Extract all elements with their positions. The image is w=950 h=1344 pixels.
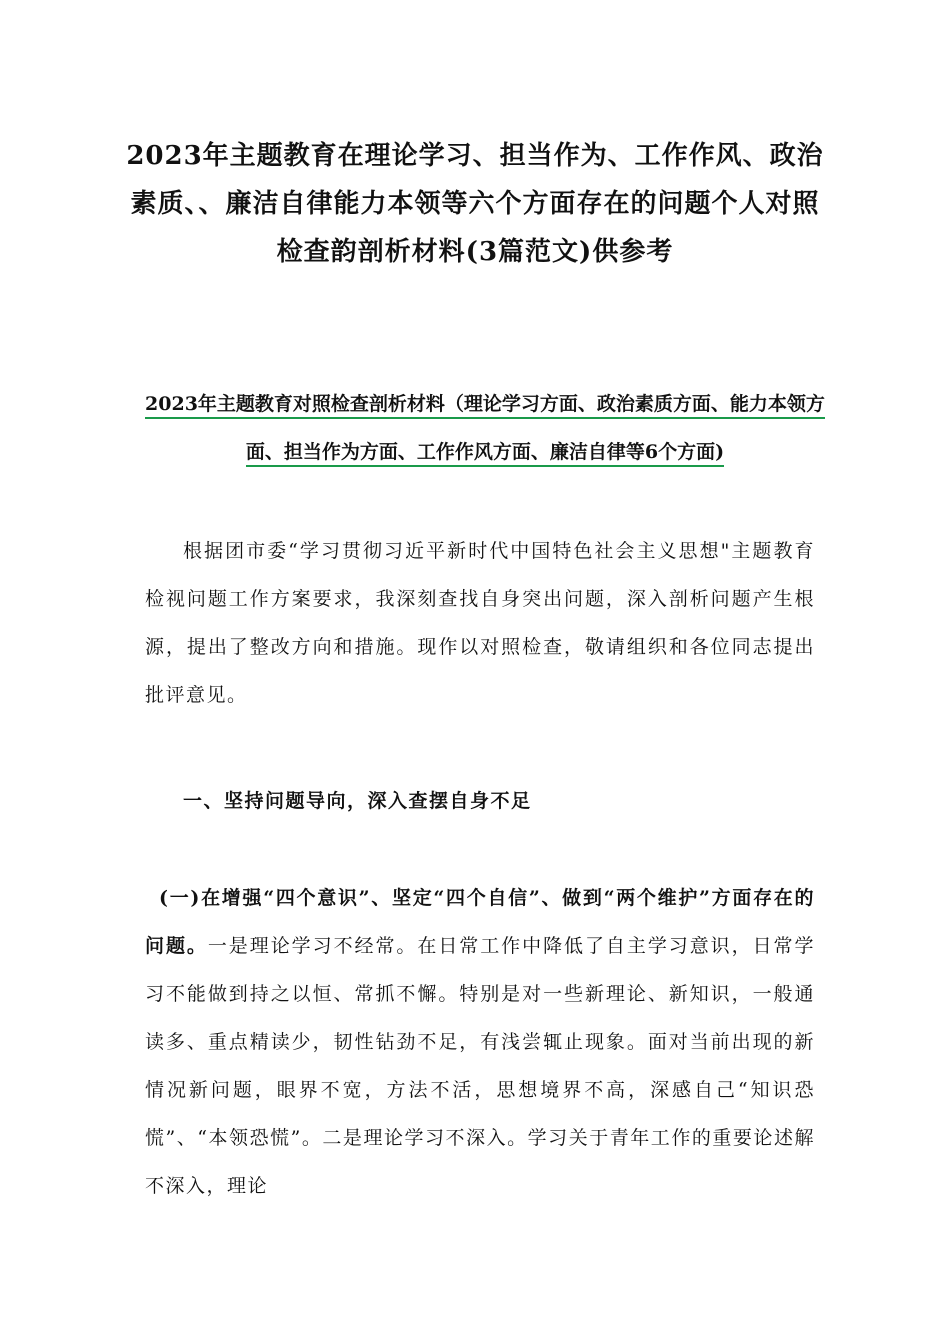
section-heading: 一、坚持问题导向，深入查摆自身不足 bbox=[183, 790, 532, 812]
body-bold-lead: (一)在增强“四个意识”、坚定“四个自信”、做到“两个维护”方面存在的问题。 bbox=[145, 887, 815, 957]
body-text: 一是理论学习不经常。在日常工作中降低了自主学习意识，日常学习不能做到持之以恒、常抓不懈。特别是对一些新理论、新知识，一般通读多、重点精读少，韧性钻劲不足，有浅尝辄止现象。面对当前出现的新情况新问题，眼界不宽，方法不活，思想境界不高，深感自己“知识恐慌”、“本领恐慌”。二是理论学习不深入。学习关于青年工作的重要论述解不深入，理论 bbox=[145, 935, 815, 1197]
intro-paragraph: 根据团市委“学习贯彻习近平新时代中国特色社会主义思想"主题教育检视问题工作方案要求，我深刻查找自身突出问题，深入剖析问题产生根源，提出了整改方向和措施。现作以对照检查，敬请组织和各位同志提出批评意见。 bbox=[145, 540, 815, 706]
document-title: 2023年主题教育在理论学习、担当作为、工作作风、政治素质、、廉洁自律能力本领等六个方面存在的问题个人对照检查韵剖析材料(3篇范文)供参考 bbox=[126, 141, 824, 267]
subtitle-text: 2023年主题教育对照检查剖析材料（理论学习方面、政治素质方面、能力本领方面、担当作为方面、工作作风方面、廉洁自律等6个方面) bbox=[145, 393, 825, 467]
document-subtitle bbox=[140, 380, 830, 476]
body-paragraph bbox=[145, 874, 815, 1210]
